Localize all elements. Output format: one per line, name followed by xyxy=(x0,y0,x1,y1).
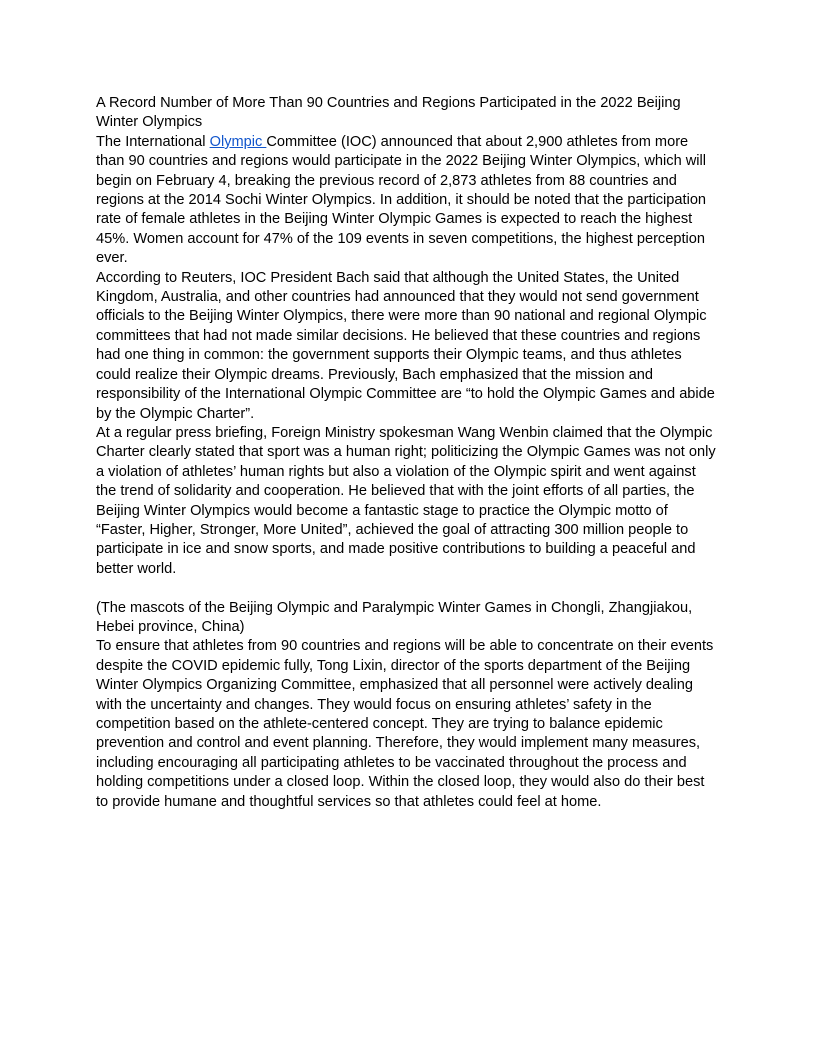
image-caption: (The mascots of the Beijing Olympic and Paralympic Winter Games in Chongli, Zhangjiakou, Hebei province, China) xyxy=(96,599,693,635)
paragraph-text: The International xyxy=(96,133,210,150)
olympic-link[interactable]: Olympic xyxy=(209,133,267,150)
paragraph-press-briefing: At a regular press briefing, Foreign Ministry spokesman Wang Wenbin claimed that the Olympic Charter clearly stated that sport was a human right; politicizing the Olympic Games was not only a violation of athletes’ human rights but also a violation of the Olympic spirit and went against the trend of solidarity and cooperation. He believed that with the joint efforts of all parties, the Beijing Winter Olympics would become a fantastic stage to practice the Olympic motto of “Faster, Higher, Stronger, More United”, achieved the goal of attracting 300 million people to participate in ice and snow sports, and made positive contributions to building a peaceful and better world. xyxy=(96,424,716,577)
document-body xyxy=(96,94,720,812)
document-title: A Record Number of More Than 90 Countries and Regions Participated in the 2022 Beijing Winter Olympics xyxy=(96,95,681,131)
blank-line xyxy=(96,579,720,598)
paragraph-ioc-announcement xyxy=(96,133,720,269)
paragraph-bach-statement: According to Reuters, IOC President Bach said that although the United States, the United Kingdom, Australia, and other countries had announced that they would not send government officials to the Beijing Winter Olympics, there were more than 90 national and regional Olympic committees that had not made similar decisions. He believed that these countries and regions had one thing in common: the government supports their Olympic teams, and thus athletes could realize their Olympic dreams. Previously, Bach emphasized that the mission and responsibility of the International Olympic Committee are “to hold the Olympic Games and abide by the Olympic Charter”. xyxy=(96,269,715,422)
paragraph-text: Committee (IOC) announced that about 2,900 athletes from more than 90 countries and regions would participate in the 2022 Beijing Winter Olympics, which will begin on February 4, breaking the previous record of 2,873 athletes from 88 countries and regions at the 2014 Sochi Winter Olympics. In addition, it should be noted that the participation rate of female athletes in the Beijing Winter Olympic Games is expected to reach the highest 45%. Women account for 47% of the 109 events in seven competitions, the highest perception ever. xyxy=(96,133,707,267)
paragraph-covid-measures: To ensure that athletes from 90 countries and regions will be able to concentrate on their events despite the COVID epidemic fully, Tong Lixin, director of the sports department of the Beijing Winter Olympics Organizing Committee, emphasized that all personnel were actively dealing with the uncertainty and changes. They would focus on ensuring athletes’ safety in the competition based on the athlete-centered concept. They are trying to balance epidemic prevention and control and event planning. Therefore, they would implement many measures, including encouraging all participating athletes to be vaccinated throughout the process and holding competitions under a closed loop. Within the closed loop, they would also do their best to provide humane and thoughtful services so that athletes could feel at home. xyxy=(96,638,714,810)
